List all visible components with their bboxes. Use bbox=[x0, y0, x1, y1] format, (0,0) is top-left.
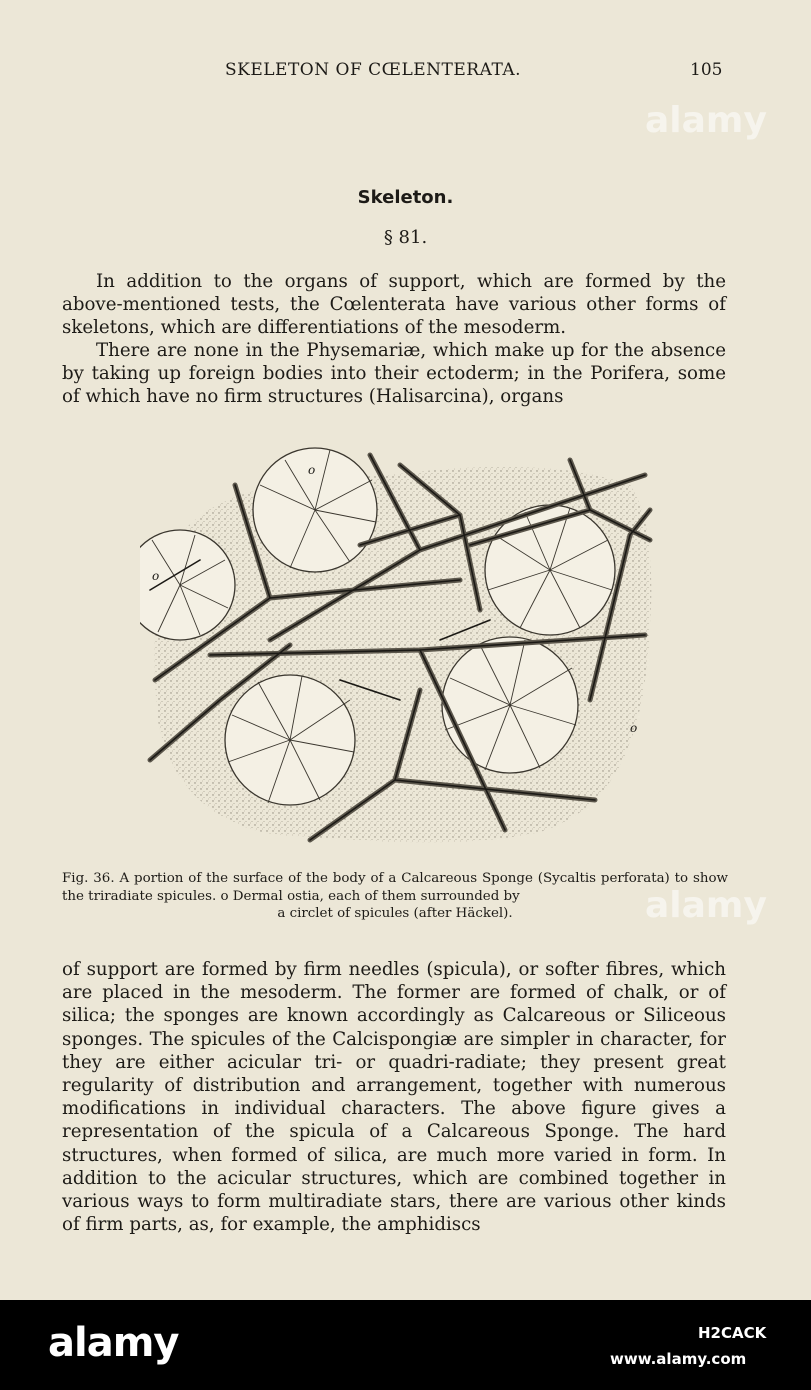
section-number: § 81. bbox=[383, 227, 428, 248]
running-head: SKELETON OF CŒLENTERATA. bbox=[225, 60, 522, 80]
paragraph-1: In addition to the organs of support, which are formed by the above-mentioned tests, the Cœlenterata have various other forms of skeletons, which are differentiations of the mesoderm. bbox=[62, 271, 726, 339]
watermark: alamy bbox=[645, 885, 767, 926]
page-number: 105 bbox=[690, 60, 723, 80]
ostium-label-right: o bbox=[630, 721, 638, 735]
ostium-label-top: o bbox=[308, 463, 316, 477]
sponge-spicules-illustration bbox=[140, 440, 670, 860]
ostium-label-left: o bbox=[152, 569, 160, 583]
ostium-right-top bbox=[485, 505, 615, 635]
stock-footer-bar bbox=[0, 1300, 811, 1390]
watermark: alamy bbox=[645, 100, 767, 141]
ostium-right bbox=[442, 637, 578, 773]
footer-url: www.alamy.com bbox=[610, 1350, 747, 1368]
image-code: H2CACK bbox=[698, 1324, 767, 1342]
paragraph-3: of support are formed by firm needles (spicula), or softer fibres, which are placed in the mesoderm. The former are formed of chalk, or of silica; the sponges are known accordingly as Calcareous or Siliceous sponges. The spicules of the Calcispongiæ are simpler in character, for they are either acicular tri- or quadri-radiate; they present great regularity of distribution and arrangement, together with numerous modifications in individual characters. The above figure gives a representation of the spicula of a Calcareous Sponge. The hard structures, when formed of silica, are much more varied in form. In addition to the acicular structures, which are combined together in various ways to form multiradiate stars, there are various other kinds of firm parts, as, for example, the amphidiscs bbox=[62, 959, 726, 1236]
ostium-bottom bbox=[225, 675, 355, 805]
paragraph-2: There are none in the Physemariæ, which make up for the absence by taking up foreign bodies into their ectoderm; in the Porifera, some of which have no firm structures (Halisarcina), organs bbox=[62, 340, 726, 408]
alamy-logo: alamy bbox=[48, 1320, 179, 1366]
figure-caption bbox=[62, 870, 728, 923]
figure-caption-main: Fig. 36. A portion of the surface of the body of a Calcareous Sponge (Sycaltis perforata) to show the triradiate spicules. o Dermal ostia, each of them surrounded by bbox=[62, 871, 728, 904]
section-heading: Skeleton. bbox=[357, 187, 454, 208]
figure-caption-last-line: a circlet of spicules (after Häckel). bbox=[277, 906, 513, 921]
